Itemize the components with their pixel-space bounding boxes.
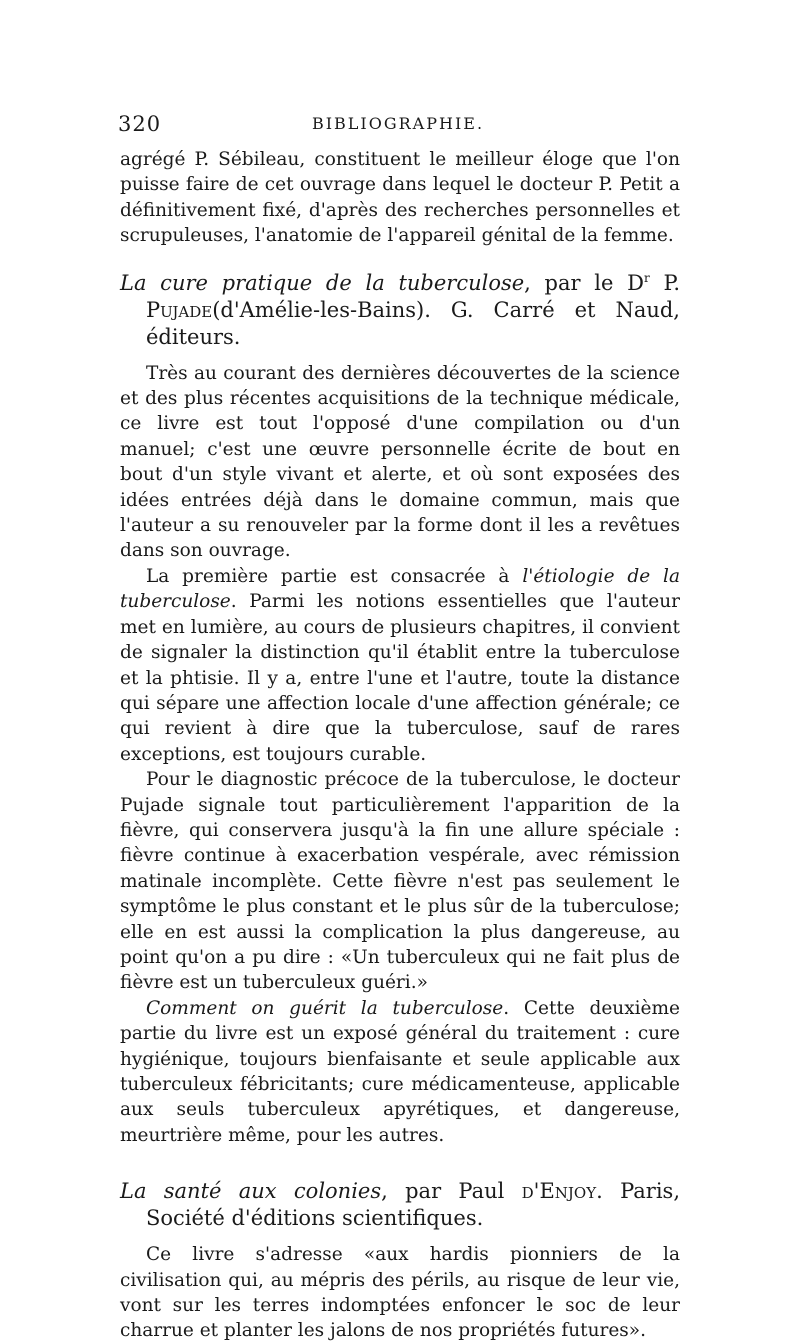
paragraph-2-rest: . Parmi les notions essentielles que l'auteur met en lumière, au cours de plusieurs chapitres, il convient de signaler la distinction qu'il établit entre la tuberculose et la phtisie. Il y a, entre l'une et l'autre, toute la distance qui sépare une affection locale d'une affection générale; ce qui revient à dire que la tuberculose, sauf de rares exceptions, est toujours curable. [120, 591, 680, 765]
paragraph-4 [120, 996, 680, 1148]
entry-1-dr-sup: r [643, 270, 650, 285]
bibliography-entry-2 [120, 1178, 680, 1232]
entry-2-author: d'Enjoy [521, 1179, 597, 1204]
paragraph-4-italic: Comment on guérit la tuberculose [146, 997, 504, 1019]
entry-1-author: Pujade [146, 297, 213, 322]
entry-1-by: , par le D [524, 270, 644, 295]
paragraph-5: Ce livre s'adresse «aux hardis pionniers de la civilisation qui, au mépris des périls, au risque de leur vie, vont sur les terres indomptées enfoncer le soc de leur charrue et planter les jalons de nos propriétés futures». [120, 1244, 680, 1342]
paragraph-intro: agrégé P. Sébileau, constituent le meilleur éloge que l'on puisse faire de cet ouvrage dans lequel le docteur P. Petit a définitivement fixé, d'après des recherches personnelles et scrupuleuses, l'anatomie de l'appareil génital de la femme. [120, 149, 680, 247]
running-title: BIBLIOGRAPHIE. [311, 114, 485, 133]
paragraph-3: Pour le diagnostic précoce de la tuberculose, le docteur Pujade signale tout particulièrement l'apparition de la fièvre, qui conservera jusqu'à la fin une allure spéciale : fièvre continue à exacerbation vespérale, avec rémission matinale incomplète. Cette fièvre n'est pas seulement le symptôme le plus constant et le plus sûr de la tuberculose; elle en est aussi la complication la plus dangereuse, au point qu'on a pu dire : «Un tuberculeux qui ne fait plus de fièvre est un tuberculeux guéri.» [120, 769, 680, 994]
paragraph-1: Très au courant des dernières découvertes de la science et des plus récentes acquisitions de la technique médicale, ce livre est tout l'opposé d'une compilation ou d'un manuel; c'est une œuvre personnelle écrite de bout en bout d'un style vivant et alerte, et où sont exposées des idées entrées déjà dans le domaine commun, mais que l'auteur a su renouveler par la forme dont il les a revêtues dans son ouvrage. [120, 362, 680, 562]
entry-2-title: La santé aux colonies [120, 1179, 382, 1204]
entry-2-publisher: . Paris, Société d'éditions scientifiques. [146, 1179, 681, 1231]
entry-1-publisher: (d'Amélie-les-Bains). G. Carré et Naud, éditeurs. [146, 297, 680, 349]
entry-2-by: , par Paul [381, 1179, 522, 1204]
paragraph-4-rest: . Cette deuxième partie du livre est un exposé général du traitement : cure hygiénique, toujours bienfaisante et seule applicable aux tuberculeux fébricitants; cure médicamenteuse, applicable aux seuls tuberculeux apyrétiques, et dangereuse, meurtrière même, pour les autres. [120, 997, 680, 1146]
entry-1-initial: P. [649, 270, 680, 295]
page-header [118, 112, 678, 142]
page-number: 320 [118, 112, 162, 136]
bibliography-entry-1 [120, 265, 680, 351]
paragraph-2-start: La première partie est consacrée à [146, 565, 523, 587]
paragraph-2-italic: l'étiologie de la tuberculose [120, 565, 680, 613]
paragraph-2 [120, 564, 680, 767]
page-body [120, 147, 680, 1344]
entry-1-title: La cure pratique de la tuberculose [120, 270, 525, 295]
